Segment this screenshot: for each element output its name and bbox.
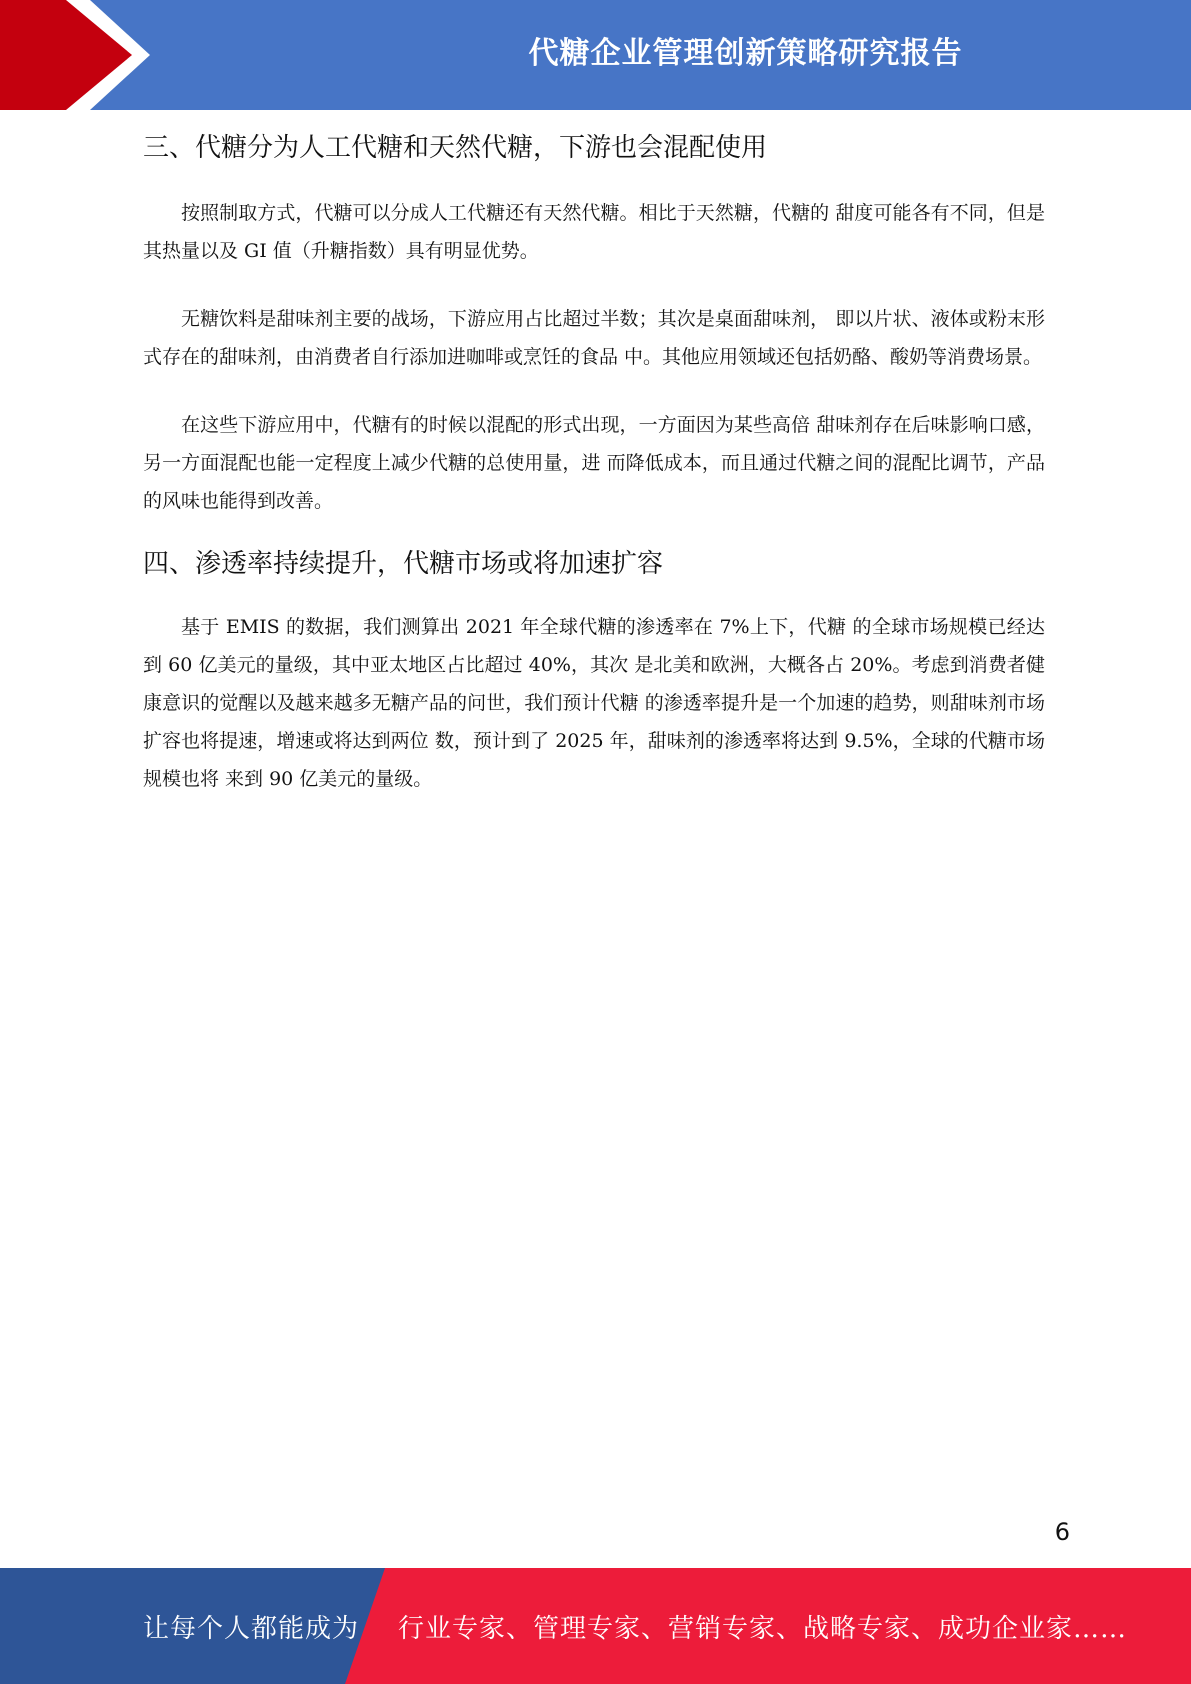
footer-slogan-right: 行业专家、管理专家、营销专家、战略专家、成功企业家…… <box>398 1613 1128 1644</box>
paragraph: 基于 EMIS 的数据，我们测算出 2021 年全球代糖的渗透率在 7%上下，代糖 的全球市场规模已经达到 60 亿美元的量级，其中亚太地区占比超过 40%，其次 是北美和欧洲，大概各占 20%。考虑到消费者健康意识的觉醒以及越来越多无糖产品的问世，我们预计代糖 的渗透率提升是一个加速的趋势，则甜味剂市场扩容也将提速，增速或将达到两位 数，预计到了 2025 年，甜味剂的渗透率将达到 9.5%，全球的代糖市场规模也将 来到 90 亿美元的量级。 <box>143 616 1045 790</box>
page-content <box>143 128 1045 798</box>
paragraph: 在这些下游应用中，代糖有的时候以混配的形式出现，一方面因为某些高倍 甜味剂存在后味影响口感，另一方面混配也能一定程度上减少代糖的总使用量，进 而降低成本，而且通过代糖之间的混配比调节，产品的风味也能得到改善。 <box>143 414 1045 512</box>
section-heading-3: 三、代糖分为人工代糖和天然代糖，下游也会混配使用 <box>143 133 768 163</box>
page-number: 6 <box>1054 1518 1070 1546</box>
section-heading-4: 四、渗透率持续提升，代糖市场或将加速扩容 <box>143 549 664 579</box>
paragraph: 无糖饮料是甜味剂主要的战场，下游应用占比超过半数；其次是桌面甜味剂， 即以片状、液体或粉末形式存在的甜味剂，由消费者自行添加进咖啡或烹饪的食品 中。其他应用领域还包括奶酪、酸奶等消费场景。 <box>143 308 1045 368</box>
footer-slogan-left: 让每个人都能成为 <box>143 1613 360 1644</box>
footer-bar <box>0 1568 1191 1684</box>
document-title: 代糖企业管理创新策略研究报告 <box>528 36 963 71</box>
paragraph: 按照制取方式，代糖可以分成人工代糖还有天然代糖。相比于天然糖，代糖的 甜度可能各有不同，但是其热量以及 GI 值（升糖指数）具有明显优势。 <box>143 202 1045 262</box>
header-bar <box>0 0 1191 110</box>
